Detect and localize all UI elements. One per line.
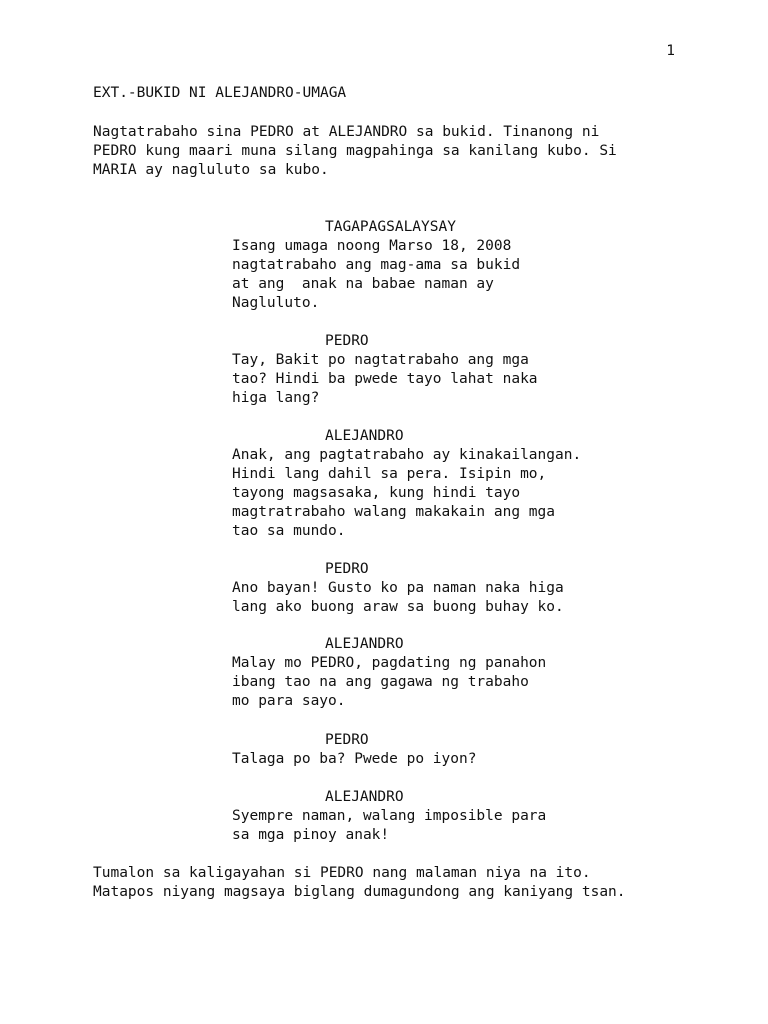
dialogue-line: Isang umaga noong Marso 18, 2008 nagtatrabaho ang mag-ama sa bukid at ang anak na babae naman ay Nagluluto. [232, 238, 521, 311]
action-description-bottom: Tumalon sa kaligayahan si PEDRO nang malaman niya na ito. Matapos niyang magsaya biglang dumagundong ang kaniyang tsan. [93, 865, 626, 900]
character-name: TAGAPAGSALAYSAY [325, 219, 456, 235]
dialogue-line: Anak, ang pagtatrabaho ay kinakailangan. Hindi lang dahil sa pera. Isipin mo, tayong magsasaka, kung hindi tayo magtratrabaho walang makakain ang mga tao sa mundo. [232, 447, 582, 539]
page-number: 1 [666, 43, 675, 59]
action-description-top: Nagtatrabaho sina PEDRO at ALEJANDRO sa bukid. Tinanong ni PEDRO kung maari muna silang magpahinga sa kanilang kubo. Si MARIA ay nagluluto sa kubo. [93, 124, 617, 178]
dialogue-block-alejandro [232, 788, 652, 845]
character-name: PEDRO [325, 732, 369, 748]
dialogue-block-alejandro [232, 635, 652, 711]
dialogue-block-pedro [232, 560, 652, 617]
dialogue-block-narrator [232, 218, 652, 313]
character-name: ALEJANDRO [325, 789, 404, 805]
dialogue-line: Ano bayan! Gusto ko pa naman naka higa lang ako buong araw sa buong buhay ko. [232, 580, 564, 615]
character-name: ALEJANDRO [325, 636, 404, 652]
dialogue-block-pedro [232, 731, 652, 769]
dialogue-line: Talaga po ba? Pwede po iyon? [232, 751, 477, 767]
dialogue-block-pedro [232, 332, 652, 408]
character-name: ALEJANDRO [325, 428, 404, 444]
character-name: PEDRO [325, 333, 369, 349]
dialogue-line: Tay, Bakit po nagtatrabaho ang mga tao? Hindi ba pwede tayo lahat naka higa lang? [232, 352, 538, 406]
scene-heading: EXT.-BUKID NI ALEJANDRO-UMAGA [93, 85, 347, 101]
dialogue-line: Syempre naman, walang imposible para sa mga pinoy anak! [232, 808, 547, 843]
dialogue-block-alejandro [232, 427, 652, 541]
dialogue-line: Malay mo PEDRO, pagdating ng panahon ibang tao na ang gagawa ng trabaho mo para sayo. [232, 655, 547, 709]
character-name: PEDRO [325, 561, 369, 577]
